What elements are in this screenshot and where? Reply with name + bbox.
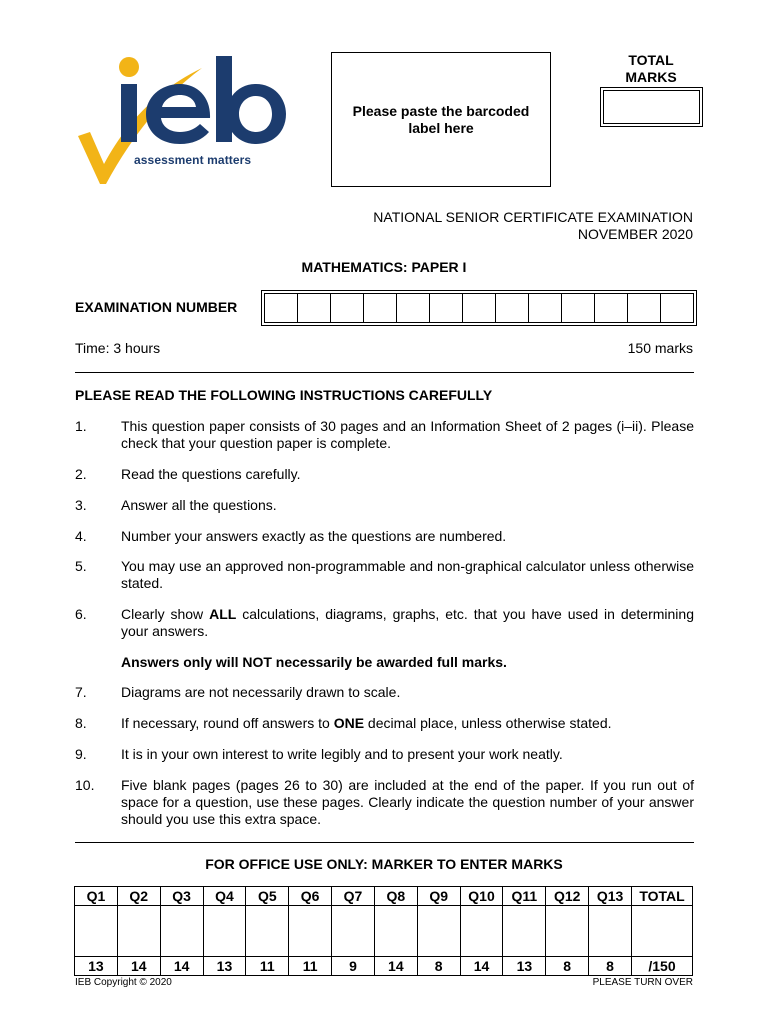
marks-header-cell: Q12 [546,887,589,906]
instruction-item [75,777,694,828]
exam-number-cell[interactable] [264,293,298,323]
marks-max-cell: 13 [75,957,118,976]
exam-number-cell[interactable] [528,293,562,323]
instruction-item [75,497,694,514]
marks-entry-cell[interactable] [374,906,417,957]
exam-number-cell[interactable] [462,293,496,323]
marks-header-cell: Q6 [289,887,332,906]
instruction-text-part: Clearly show [121,606,210,622]
instruction-number: 8. [75,715,87,731]
instruction-item [75,746,694,763]
marks-entry-cell[interactable] [203,906,246,957]
marks-header-cell: TOTAL [632,887,693,906]
instruction-item [75,558,694,592]
instruction-item [75,684,694,701]
exam-number-cell[interactable] [396,293,430,323]
ieb-logo [76,52,288,188]
marks-header-cell: Q9 [417,887,460,906]
marks-entry-cell[interactable] [289,906,332,957]
exam-date: NOVEMBER 2020 [577,226,693,242]
instruction-number: 7. [75,684,87,700]
marks-entry-cell[interactable] [503,906,546,957]
marks-max-row [75,957,693,976]
marks-entry-cell[interactable] [632,906,693,957]
marks-entry-cell[interactable] [117,906,160,957]
instruction-item [75,466,694,483]
office-use-title: FOR OFFICE USE ONLY: MARKER TO ENTER MARKS [205,856,563,872]
marks-max-cell: 8 [546,957,589,976]
exam-name: NATIONAL SENIOR CERTIFICATE EXAMINATION [373,209,693,225]
total-marks-box[interactable] [600,87,703,127]
instruction-text [121,606,694,640]
marks-header-cell: Q10 [460,887,503,906]
marks-max-cell: 14 [374,957,417,976]
instruction-number: 10. [75,777,95,793]
divider [75,372,694,373]
marks-header-cell: Q13 [589,887,632,906]
instruction-number: 6. [75,606,87,622]
marks-header-cell: Q7 [332,887,375,906]
marks-max-cell: 8 [417,957,460,976]
instruction-number: 3. [75,497,87,513]
marks-table [74,886,693,976]
instruction-note: Answers only will NOT necessarily be awarded full marks. [121,654,507,670]
instruction-text-part: decimal place, unless otherwise stated. [364,715,612,731]
marks-max-cell: 13 [503,957,546,976]
instruction-text: Diagrams are not necessarily drawn to scale. [121,684,401,700]
instruction-text: Answer all the questions. [121,497,277,513]
marks-max-cell: 11 [289,957,332,976]
instruction-number: 2. [75,466,87,482]
marks-max-cell: 14 [117,957,160,976]
exam-number-cell[interactable] [429,293,463,323]
marks-max-cell: 11 [246,957,289,976]
marks-entry-cell[interactable] [546,906,589,957]
marks-max-cell: 13 [203,957,246,976]
exam-total-marks: 150 marks [627,340,693,356]
instruction-number: 5. [75,558,87,574]
footer-copyright: IEB Copyright © 2020 [75,977,172,988]
instruction-emphasis: ONE [333,715,365,731]
marks-max-cell: 8 [589,957,632,976]
footer-turn-over: PLEASE TURN OVER [592,977,693,988]
exam-number-grid[interactable] [261,290,697,326]
barcode-instruction: Please paste the barcoded label here [352,102,530,136]
marks-header-cell: Q3 [160,887,203,906]
marks-entry-cell[interactable] [246,906,289,957]
barcode-label-box[interactable] [331,52,551,187]
instruction-item [75,715,694,732]
exam-number-cell[interactable] [660,293,694,323]
instruction-text: Read the questions carefully. [121,466,301,482]
marks-entry-cell[interactable] [589,906,632,957]
instruction-text: This question paper consists of 30 pages and an Information Sheet of 2 pages (i–ii). Please check that your question paper is complete. [121,418,694,451]
instruction-text-part: If necessary, round off answers to [121,715,334,731]
total-marks-line1: TOTAL [628,52,674,68]
marks-max-cell: 14 [160,957,203,976]
exam-number-cell[interactable] [297,293,331,323]
instruction-text: It is in your own interest to write legibly and to present your work neatly. [121,746,563,762]
marks-max-cell: /150 [632,957,693,976]
exam-number-label: EXAMINATION NUMBER [75,299,238,315]
instruction-text: You may use an approved non-programmable and non-graphical calculator unless otherwise stated. [121,558,694,591]
exam-number-cell[interactable] [363,293,397,323]
marks-header-cell: Q5 [246,887,289,906]
instruction-item [75,418,694,452]
marks-header-row [75,887,693,906]
instruction-text: Number your answers exactly as the questions are numbered. [121,528,507,544]
marks-header-cell: Q11 [503,887,546,906]
marks-header-cell: Q8 [374,887,417,906]
instruction-text [121,715,694,732]
exam-number-cell[interactable] [627,293,661,323]
marks-max-cell: 9 [332,957,375,976]
instruction-item [75,528,694,545]
instructions-title: PLEASE READ THE FOLLOWING INSTRUCTIONS CAREFULLY [75,387,493,403]
marks-entry-cell[interactable] [460,906,503,957]
exam-number-cell[interactable] [594,293,628,323]
instruction-number: 9. [75,746,87,762]
instruction-emphasis: ALL [209,606,237,622]
marks-header-cell: Q4 [203,887,246,906]
instruction-text-part: calculations, diagrams, graphs, etc. that you have used in determining your answers. [121,606,694,639]
marks-entry-cell[interactable] [332,906,375,957]
divider [75,842,694,843]
instruction-number: 4. [75,528,87,544]
exam-subject: MATHEMATICS: PAPER I [301,259,467,275]
logo-tagline: assessment matters [134,153,252,167]
marks-entry-row [75,906,693,957]
total-marks-line2: MARKS [625,69,677,85]
marks-entry-cell[interactable] [75,906,118,957]
marks-max-cell: 14 [460,957,503,976]
total-marks-label [606,52,696,86]
exam-time: Time: 3 hours [75,340,161,356]
exam-number-cell[interactable] [330,293,364,323]
instruction-item [75,606,694,640]
exam-number-cell[interactable] [561,293,595,323]
marks-header-cell: Q1 [75,887,118,906]
marks-entry-cell[interactable] [417,906,460,957]
instruction-number: 1. [75,418,87,434]
marks-header-cell: Q2 [117,887,160,906]
instruction-text: Five blank pages (pages 26 to 30) are included at the end of the paper. If you run out of space for a question, use these pages. Clearly indicate the question number of your answer should you use this extra space. [121,777,694,827]
marks-entry-cell[interactable] [160,906,203,957]
exam-number-cell[interactable] [495,293,529,323]
